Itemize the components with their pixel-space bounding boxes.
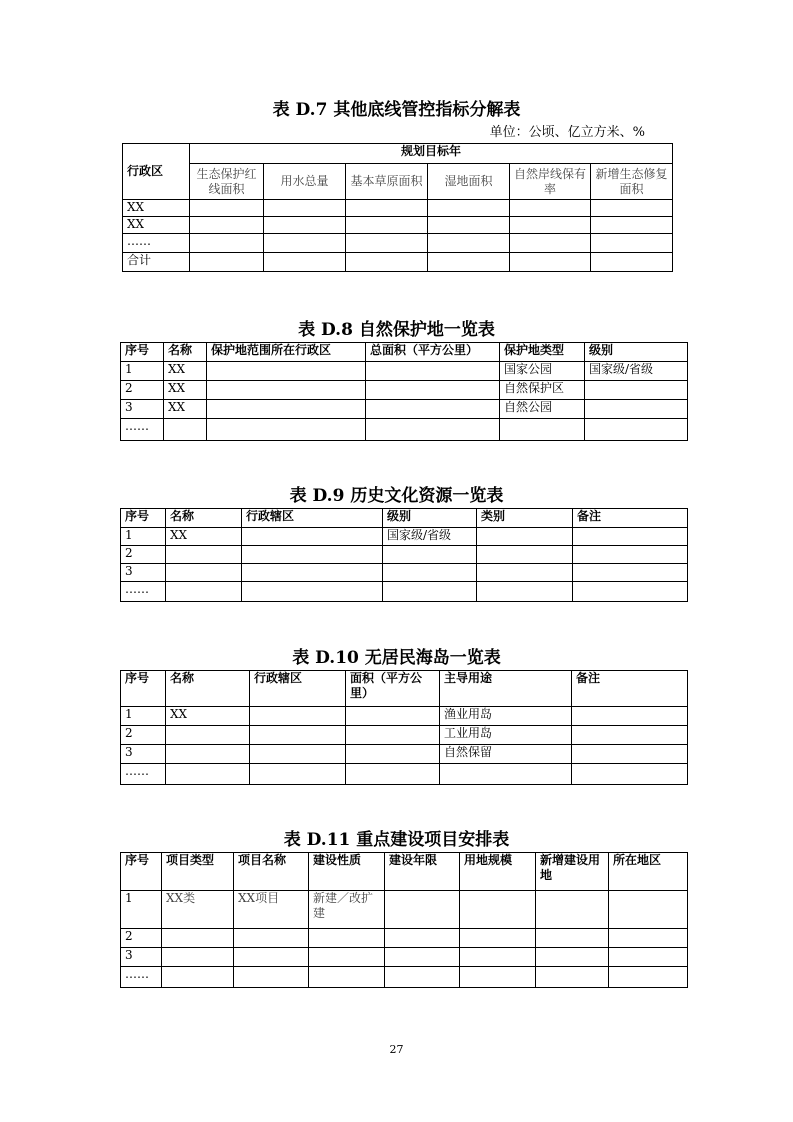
col-header: 用地规模 [460, 853, 536, 891]
col-header: 备注 [573, 509, 688, 528]
cell [162, 967, 234, 988]
cell [573, 582, 688, 602]
table-row [123, 234, 673, 253]
cell [346, 726, 440, 745]
cell: XX [164, 400, 207, 419]
row-label: 合计 [123, 253, 190, 272]
cell [207, 362, 366, 381]
col-header: 备注 [572, 671, 688, 707]
cell: 1 [121, 707, 166, 726]
cell [385, 929, 460, 948]
cell [346, 764, 440, 785]
col-header: 面积（平方公里） [346, 671, 440, 707]
cell [477, 528, 573, 546]
cell [477, 564, 573, 582]
col-header: 用水总量 [264, 164, 346, 200]
cell: 3 [121, 745, 166, 764]
region-header: 行政区 [123, 144, 190, 200]
cell [609, 948, 688, 967]
cell: 自然保护区 [500, 381, 585, 400]
cell: 2 [121, 546, 166, 564]
cell: 自然公园 [500, 400, 585, 419]
table-row [123, 217, 673, 234]
row-label: XX [123, 200, 190, 217]
cell: 国家级/省级 [383, 528, 477, 546]
col-header: 序号 [121, 671, 166, 707]
table-row [121, 764, 688, 785]
cell [242, 546, 383, 564]
table-row [121, 745, 688, 764]
col-header: 类别 [477, 509, 573, 528]
cell [609, 967, 688, 988]
table-d7-title: 表 D.7 其他底线管控指标分解表 [272, 100, 521, 120]
col-header: 保护地范围所在行政区 [207, 343, 366, 362]
cell [250, 764, 346, 785]
table-row [121, 546, 688, 564]
cell: 2 [121, 726, 166, 745]
col-header: 名称 [166, 509, 242, 528]
cell: …… [121, 967, 162, 988]
table-d8 [120, 342, 688, 441]
col-header: 建设年限 [385, 853, 460, 891]
cell: …… [121, 582, 166, 602]
cell [250, 745, 346, 764]
cell [460, 929, 536, 948]
cell [385, 967, 460, 988]
cell: 2 [121, 381, 164, 400]
cell [166, 546, 242, 564]
cell [585, 419, 688, 441]
cell: 1 [121, 362, 164, 381]
cell: 工业用岛 [440, 726, 572, 745]
col-header: 级别 [585, 343, 688, 362]
cell [207, 381, 366, 400]
cell [166, 726, 250, 745]
cell [234, 948, 309, 967]
cell [572, 764, 688, 785]
col-header: 湿地面积 [428, 164, 510, 200]
table-d10 [120, 670, 688, 785]
cell: 1 [121, 891, 162, 929]
cell [440, 764, 572, 785]
col-header: 基本草原面积 [346, 164, 428, 200]
cell [242, 528, 383, 546]
cell [346, 745, 440, 764]
cell [536, 948, 609, 967]
col-header: 行政辖区 [250, 671, 346, 707]
cell: 渔业用岛 [440, 707, 572, 726]
cell [309, 967, 385, 988]
cell [609, 891, 688, 929]
cell [573, 546, 688, 564]
col-header: 新增建设用地 [536, 853, 609, 891]
cell [207, 400, 366, 419]
cell [383, 564, 477, 582]
cell [346, 707, 440, 726]
cell: 国家级/省级 [585, 362, 688, 381]
cell [609, 929, 688, 948]
group-header: 规划目标年 [190, 144, 673, 164]
cell: 2 [121, 929, 162, 948]
table-d9-title: 表 D.9 历史文化资源一览表 [289, 486, 504, 506]
cell [572, 745, 688, 764]
cell [164, 419, 207, 441]
col-header: 自然岸线保有率 [510, 164, 591, 200]
cell [366, 362, 500, 381]
col-header: 序号 [121, 343, 164, 362]
cell [573, 528, 688, 546]
col-header: 序号 [121, 509, 166, 528]
col-header: 行政辖区 [242, 509, 383, 528]
cell: 3 [121, 400, 164, 419]
cell [366, 381, 500, 400]
table-row [121, 967, 688, 988]
cell [460, 891, 536, 929]
cell: 3 [121, 564, 166, 582]
cell [477, 582, 573, 602]
cell: …… [121, 419, 164, 441]
cell: 3 [121, 948, 162, 967]
cell [573, 564, 688, 582]
cell: XX项目 [234, 891, 309, 929]
table-d11-title: 表 D.11 重点建设项目安排表 [283, 830, 510, 850]
cell: 国家公园 [500, 362, 585, 381]
cell [250, 707, 346, 726]
table-row [123, 200, 673, 217]
cell: 1 [121, 528, 166, 546]
cell [250, 726, 346, 745]
cell [207, 419, 366, 441]
cell [383, 582, 477, 602]
col-header: 所在地区 [609, 853, 688, 891]
table-d10-title: 表 D.10 无居民海岛一览表 [292, 648, 501, 668]
table-d11 [120, 852, 688, 988]
table-d7 [122, 143, 673, 272]
cell [366, 400, 500, 419]
cell [166, 764, 250, 785]
cell [309, 929, 385, 948]
cell: XX [166, 528, 242, 546]
col-header: 生态保护红线面积 [190, 164, 264, 200]
cell: XX [166, 707, 250, 726]
cell [242, 582, 383, 602]
cell: XX [164, 381, 207, 400]
cell [385, 891, 460, 929]
col-header: 新增生态修复面积 [591, 164, 673, 200]
page-number: 27 [389, 1043, 404, 1056]
col-header: 项目类型 [162, 853, 234, 891]
table-row [121, 948, 688, 967]
cell [383, 546, 477, 564]
col-header: 主导用途 [440, 671, 572, 707]
table-row [121, 400, 688, 419]
cell [366, 419, 500, 441]
table-row [121, 528, 688, 546]
cell: XX [164, 362, 207, 381]
cell [309, 948, 385, 967]
cell [460, 948, 536, 967]
row-label: XX [123, 217, 190, 234]
cell [536, 967, 609, 988]
col-header: 级别 [383, 509, 477, 528]
table-row [121, 929, 688, 948]
row-label: …… [123, 234, 190, 253]
cell [585, 400, 688, 419]
table-row [121, 707, 688, 726]
col-header: 项目名称 [234, 853, 309, 891]
cell: 新建／改扩建 [309, 891, 385, 929]
table-row [121, 381, 688, 400]
col-header: 名称 [164, 343, 207, 362]
cell [234, 929, 309, 948]
cell [234, 967, 309, 988]
cell [460, 967, 536, 988]
cell [477, 546, 573, 564]
table-row [121, 582, 688, 602]
table-row [121, 726, 688, 745]
col-header: 序号 [121, 853, 162, 891]
table-row [121, 419, 688, 441]
cell [166, 564, 242, 582]
col-header: 名称 [166, 671, 250, 707]
cell [585, 381, 688, 400]
table-d8-title: 表 D.8 自然保护地一览表 [298, 320, 495, 340]
cell [162, 948, 234, 967]
table-row [121, 564, 688, 582]
cell [166, 582, 242, 602]
cell: 自然保留 [440, 745, 572, 764]
table-d7-unit: 单位：公顷、亿立方米、% [489, 125, 645, 140]
cell [572, 726, 688, 745]
col-header: 建设性质 [309, 853, 385, 891]
table-row [123, 253, 673, 272]
col-header: 总面积（平方公里） [366, 343, 500, 362]
cell [162, 929, 234, 948]
cell [242, 564, 383, 582]
cell: XX类 [162, 891, 234, 929]
cell [572, 707, 688, 726]
cell [536, 929, 609, 948]
cell [500, 419, 585, 441]
table-d9 [120, 508, 688, 602]
cell [385, 948, 460, 967]
cell: …… [121, 764, 166, 785]
table-row [121, 362, 688, 381]
col-header: 保护地类型 [500, 343, 585, 362]
cell [166, 745, 250, 764]
table-row [121, 891, 688, 929]
cell [536, 891, 609, 929]
